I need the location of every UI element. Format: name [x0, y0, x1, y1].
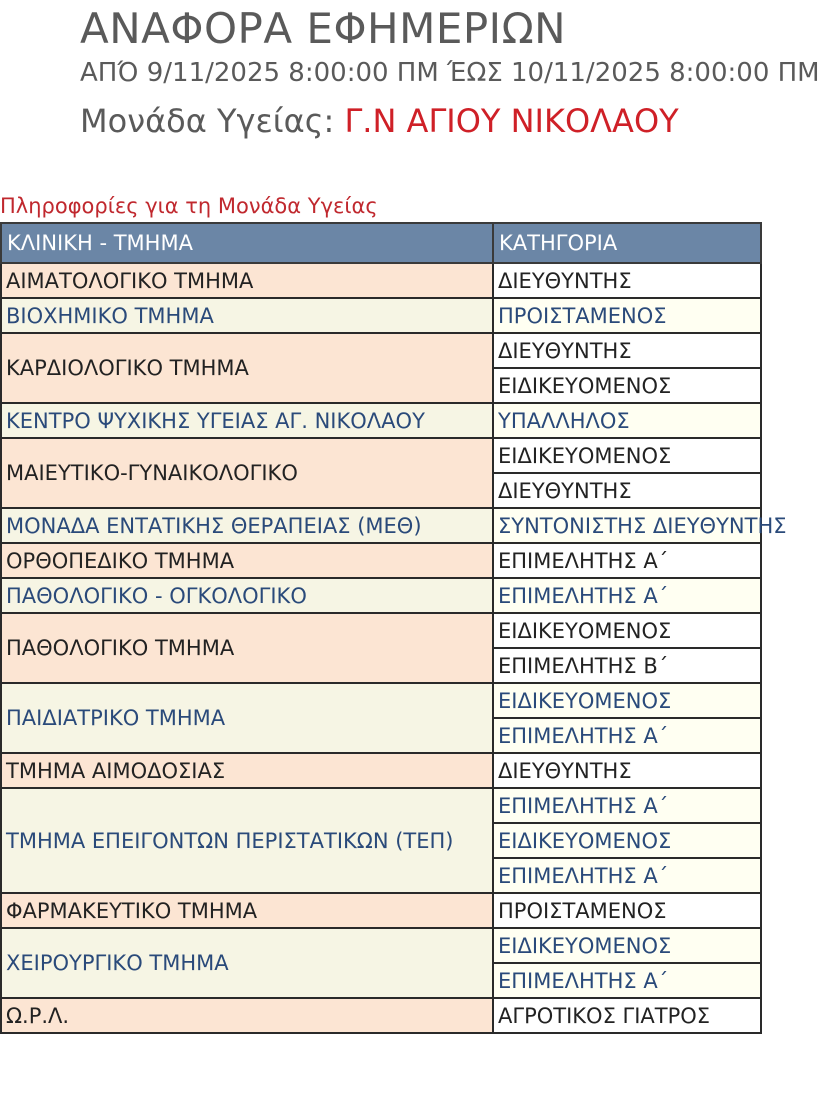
category-cell: ΔΙΕΥΘΥΝΤΗΣ [493, 263, 761, 298]
clinic-column-header: ΚΛΙΝΙΚΗ - ΤΜΗΜΑ [1, 223, 493, 263]
table-row [1, 298, 761, 333]
clinic-cell: ΤΜΗΜΑ ΑΙΜΟΔΟΣΙΑΣ [1, 753, 493, 788]
category-cell: ΠΡΟΙΣΤΑΜΕΝΟΣ [493, 298, 761, 333]
category-column-header: ΚΑΤΗΓΟΡΙΑ [493, 223, 761, 263]
table-row [1, 578, 761, 613]
health-unit-label: Μονάδα Υγείας: [80, 102, 335, 140]
table-row [1, 263, 761, 298]
category-cell: ΕΙΔΙΚΕΥΟΜΕΝΟΣ [493, 368, 761, 403]
category-cell: ΕΠΙΜΕΛΗΤΗΣ Α΄ [493, 578, 761, 613]
category-cell: ΑΓΡΟΤΙΚΟΣ ΓΙΑΤΡΟΣ [493, 998, 761, 1033]
clinic-cell: ΧΕΙΡΟΥΡΓΙΚΟ ΤΜΗΜΑ [1, 928, 493, 998]
report-title: ΑΝΑΦΟΡΑ ΕΦΗΜΕΡΙΩΝ [80, 4, 567, 53]
health-unit-line [80, 102, 679, 140]
category-cell: ΕΙΔΙΚΕΥΟΜΕΝΟΣ [493, 613, 761, 648]
category-cell: ΕΙΔΙΚΕΥΟΜΕΝΟΣ [493, 683, 761, 718]
table-header-row [1, 223, 761, 263]
category-cell: ΕΠΙΜΕΛΗΤΗΣ Α΄ [493, 788, 761, 823]
category-cell: ΕΙΔΙΚΕΥΟΜΕΝΟΣ [493, 438, 761, 473]
duty-table [0, 222, 787, 1034]
duty-table-body [1, 263, 787, 1033]
clinic-cell: ΜΟΝΑΔΑ ΕΝΤΑΤΙΚΗΣ ΘΕΡΑΠΕΙΑΣ (ΜΕΘ) [1, 508, 493, 543]
table-row [1, 438, 761, 473]
clinic-cell: ΒΙΟΧΗΜΙΚΟ ΤΜΗΜΑ [1, 298, 493, 333]
category-cell: ΔΙΕΥΘΥΝΤΗΣ [493, 473, 761, 508]
table-row [1, 893, 761, 928]
table-row [1, 508, 761, 543]
table-row [1, 928, 761, 963]
clinic-cell: ΤΜΗΜΑ ΕΠΕΙΓΟΝΤΩΝ ΠΕΡΙΣΤΑΤΙΚΩΝ (ΤΕΠ) [1, 788, 493, 893]
table-row [1, 403, 761, 438]
table-row [1, 543, 761, 578]
health-unit-info-link[interactable]: Πληροφορίες για τη Μονάδα Υγείας [0, 194, 378, 218]
category-cell: ΥΠΑΛΛΗΛΟΣ [493, 403, 761, 438]
report-period: ΑΠΌ 9/11/2025 8:00:00 ΠΜ ΈΩΣ 10/11/2025 8:00:00 ΠΜ [80, 58, 820, 88]
health-unit-name: Γ.Ν ΑΓΙΟΥ ΝΙΚΟΛΑΟΥ [344, 102, 679, 140]
category-cell: ΔΙΕΥΘΥΝΤΗΣ [493, 333, 761, 368]
clinic-cell: ΠΑΘΟΛΟΓΙΚΟ - ΟΓΚΟΛΟΓΙΚΟ [1, 578, 493, 613]
category-cell: ΕΙΔΙΚΕΥΟΜΕΝΟΣ [493, 823, 761, 858]
category-cell: ΕΠΙΜΕΛΗΤΗΣ Α΄ [493, 963, 761, 998]
category-cell: ΕΠΙΜΕΛΗΤΗΣ Α΄ [493, 543, 761, 578]
category-cell: ΔΙΕΥΘΥΝΤΗΣ [493, 753, 761, 788]
category-cell: ΕΠΙΜΕΛΗΤΗΣ Β΄ [493, 648, 761, 683]
table-row [1, 683, 761, 718]
clinic-cell: ΠΑΙΔΙΑΤΡΙΚΟ ΤΜΗΜΑ [1, 683, 493, 753]
category-cell: ΠΡΟΙΣΤΑΜΕΝΟΣ [493, 893, 761, 928]
clinic-cell: ΑΙΜΑΤΟΛΟΓΙΚΟ ΤΜΗΜΑ [1, 263, 493, 298]
table-row [1, 998, 761, 1033]
category-cell: ΕΙΔΙΚΕΥΟΜΕΝΟΣ [493, 928, 761, 963]
duty-table-container[interactable] [0, 222, 787, 1088]
clinic-cell: ΦΑΡΜΑΚΕΥΤΙΚΟ ΤΜΗΜΑ [1, 893, 493, 928]
table-row [1, 788, 761, 823]
clinic-cell: ΜΑΙΕΥΤΙΚΟ-ΓΥΝΑΙΚΟΛΟΓΙΚΟ [1, 438, 493, 508]
clinic-cell: ΚΕΝΤΡΟ ΨΥΧΙΚΗΣ ΥΓΕΙΑΣ ΑΓ. ΝΙΚΟΛΑΟΥ [1, 403, 493, 438]
table-row [1, 753, 761, 788]
category-cell: ΕΠΙΜΕΛΗΤΗΣ Α΄ [493, 718, 761, 753]
clinic-cell: ΚΑΡΔΙΟΛΟΓΙΚΟ ΤΜΗΜΑ [1, 333, 493, 403]
table-row [1, 333, 761, 368]
category-cell: ΕΠΙΜΕΛΗΤΗΣ Α΄ [493, 858, 761, 893]
clinic-cell: ΠΑΘΟΛΟΓΙΚΟ ΤΜΗΜΑ [1, 613, 493, 683]
category-cell: ΣΥΝΤΟΝΙΣΤΗΣ ΔΙΕΥΘΥΝΤΗΣ [493, 508, 761, 543]
table-row [1, 613, 761, 648]
clinic-cell: Ω.Ρ.Λ. [1, 998, 493, 1033]
clinic-cell: ΟΡΘΟΠΕΔΙΚΟ ΤΜΗΜΑ [1, 543, 493, 578]
